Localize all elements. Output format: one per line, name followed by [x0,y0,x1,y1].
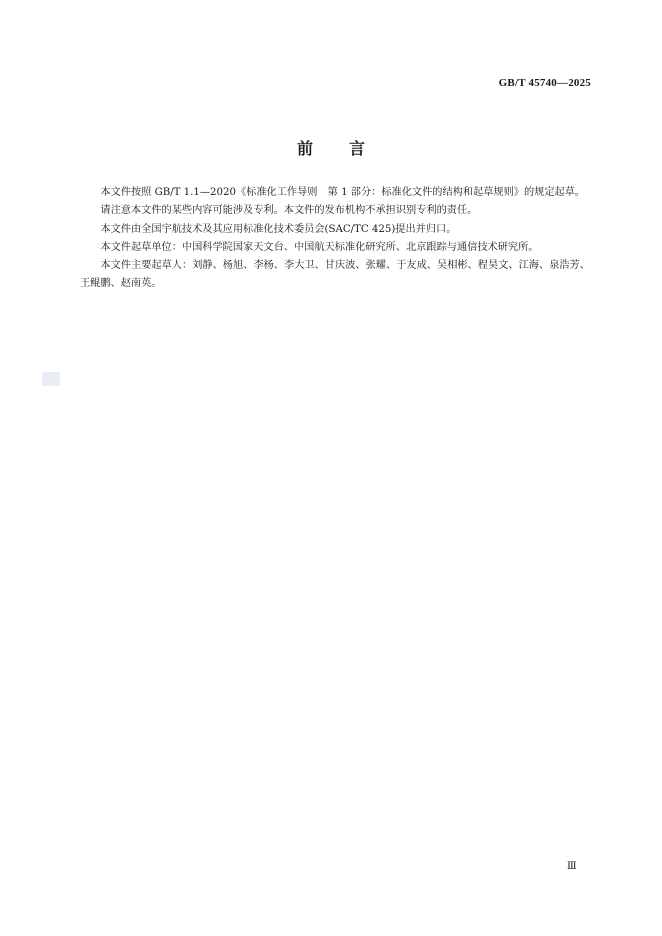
foreword-body [80,184,590,294]
paragraph-drafters: 本文件主要起草人：刘静、杨旭、李杨、李大卫、甘庆波、张耀、于友成、吴相彬、程昊文、江海、泉浩芳、王鲲鹏、赵南英。 [80,260,590,290]
paragraph-drafting-units: 本文件起草单位：中国科学院国家天文台、中国航天标准化研究所、北京跟踪与通信技术研究所。 [100,241,539,253]
title-char-2: 言 [349,139,366,158]
title-char-1: 前 [296,139,313,158]
page-title [0,136,662,159]
paragraph-drafting-rules: 本文件按照 GB/T 1.1—2020《标准化工作导则 第 1 部分：标准化文件的结构和起草规则》的规定起草。 [100,187,586,198]
watermark-stamp [42,372,60,386]
page-number: Ⅲ [567,861,577,872]
paragraph-proposer: 本文件由全国宇航技术及其应用标准化技术委员会(SAC/TC 425)提出并归口。 [100,223,457,235]
paragraph-patent-notice: 请注意本文件的某些内容可能涉及专利。本文件的发布机构不承担识别专利的责任。 [100,205,478,217]
standard-code: GB/T 45740—2025 [498,77,591,89]
